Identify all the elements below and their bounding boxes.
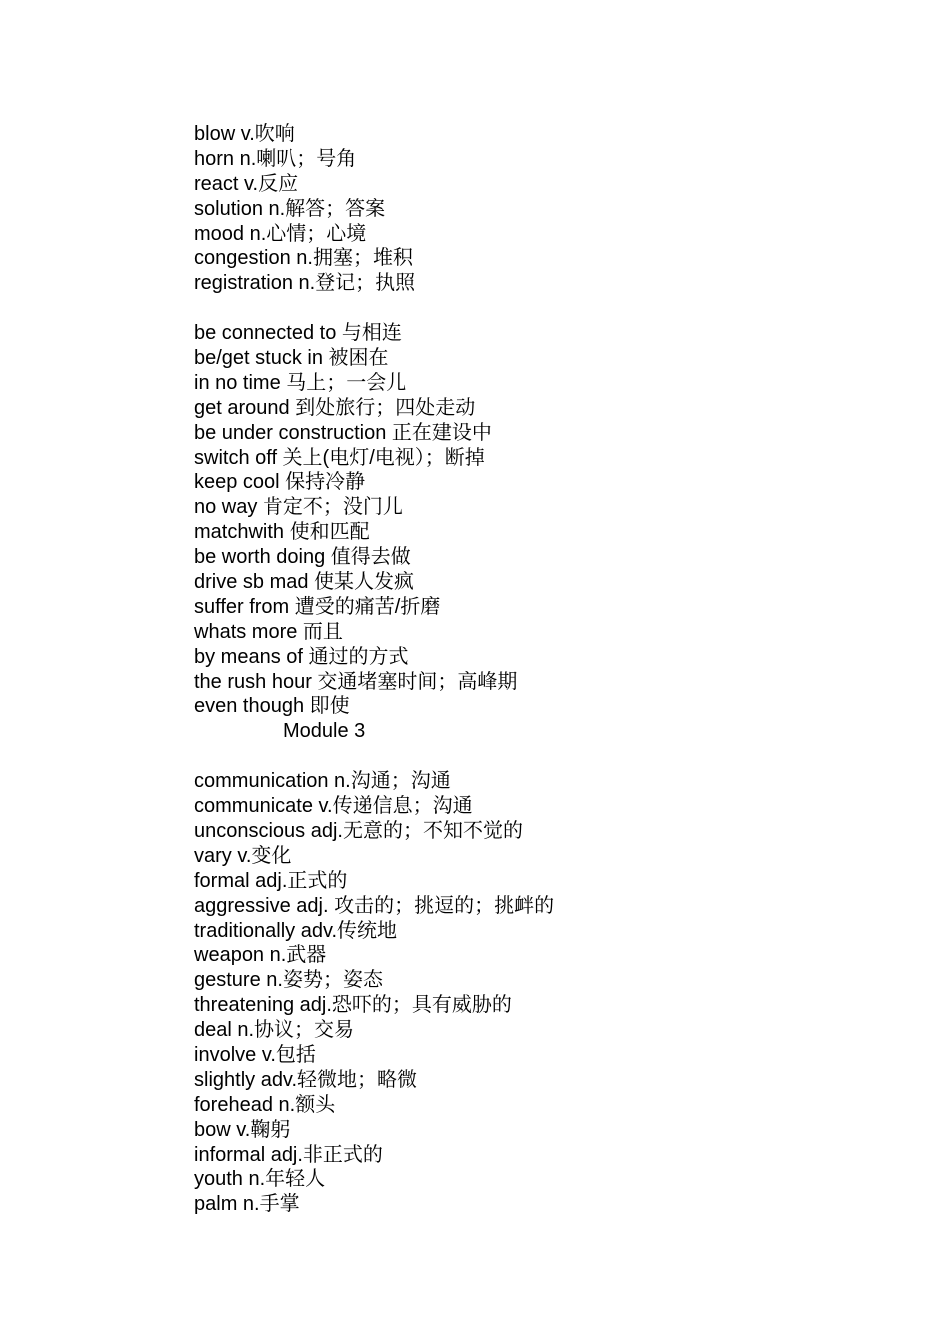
vocab-entry: formal adj.正式的 <box>194 869 348 892</box>
module-heading: Module 3 <box>283 720 366 743</box>
vocab-entry: horn n.喇叭；号角 <box>194 147 357 170</box>
document-page <box>194 122 914 1217</box>
vocab-entry: informal adj.非正式的 <box>194 1143 383 1166</box>
vocab-entry: congestion n.拥塞；堆积 <box>194 247 413 270</box>
phrase-entry: even though 即使 <box>194 695 350 718</box>
phrase-entry: by means of 通过的方式 <box>194 645 409 668</box>
vocab-entry: vary v.变化 <box>194 844 292 867</box>
vocab-entry: mood n.心情；心境 <box>194 222 367 245</box>
vocab-entry: weapon n.武器 <box>194 944 327 967</box>
vocab-entry: gesture n.姿势；姿态 <box>194 969 383 992</box>
vocab-entry: palm n.手掌 <box>194 1193 300 1216</box>
phrase-entry: be under construction 正在建设中 <box>194 421 492 444</box>
blank-line <box>194 296 914 321</box>
phrase-entry: the rush hour 交通堵塞时间；高峰期 <box>194 670 518 693</box>
vocab-list-a <box>194 122 914 296</box>
vocab-entry: involve v.包括 <box>194 1043 316 1066</box>
vocab-entry: slightly adv.轻微地；略微 <box>194 1068 418 1091</box>
vocab-entry: aggressive adj. 攻击的；挑逗的；挑衅的 <box>194 894 555 917</box>
vocab-entry: solution n.解答；答案 <box>194 197 386 220</box>
phrase-entry: keep cool 保持冷静 <box>194 471 366 494</box>
phrase-entry: no way 肯定不；没门儿 <box>194 496 403 519</box>
vocab-entry: threatening adj.恐吓的；具有威胁的 <box>194 994 512 1017</box>
vocab-entry: deal n.协议；交易 <box>194 1019 355 1042</box>
vocab-entry: registration n.登记；执照 <box>194 272 416 295</box>
phrase-entry: get around 到处旅行；四处走动 <box>194 396 476 419</box>
vocab-entry: forehead n.额头 <box>194 1093 336 1116</box>
vocab-entry: blow v.吹响 <box>194 123 295 145</box>
phrase-entry: matchwith 使和匹配 <box>194 521 370 544</box>
blank-line <box>194 744 914 769</box>
vocab-entry: react v.反应 <box>194 172 299 195</box>
vocab-list-b <box>194 769 914 1217</box>
phrase-list <box>194 321 914 719</box>
phrase-entry: drive sb mad 使某人发疯 <box>194 571 415 594</box>
phrase-entry: be/get stuck in 被困在 <box>194 347 389 370</box>
phrase-entry: switch off 关上(电灯/电视）；断掉 <box>194 446 485 469</box>
phrase-entry: suffer from 遭受的痛苦/折磨 <box>194 595 441 618</box>
vocab-entry: traditionally adv.传统地 <box>194 919 398 942</box>
phrase-entry: whats more 而且 <box>194 620 343 643</box>
phrase-entry: in no time 马上；一会儿 <box>194 371 407 394</box>
vocab-entry: communicate v.传递信息；沟通 <box>194 795 473 818</box>
vocab-entry: youth n.年轻人 <box>194 1168 326 1191</box>
vocab-entry: unconscious adj.无意的；不知不觉的 <box>194 819 523 842</box>
phrase-entry: be connected to 与相连 <box>194 322 402 345</box>
vocab-entry: communication n.沟通；沟通 <box>194 770 451 793</box>
vocab-entry: bow v.鞠躬 <box>194 1118 291 1141</box>
phrase-entry: be worth doing 值得去做 <box>194 546 411 569</box>
